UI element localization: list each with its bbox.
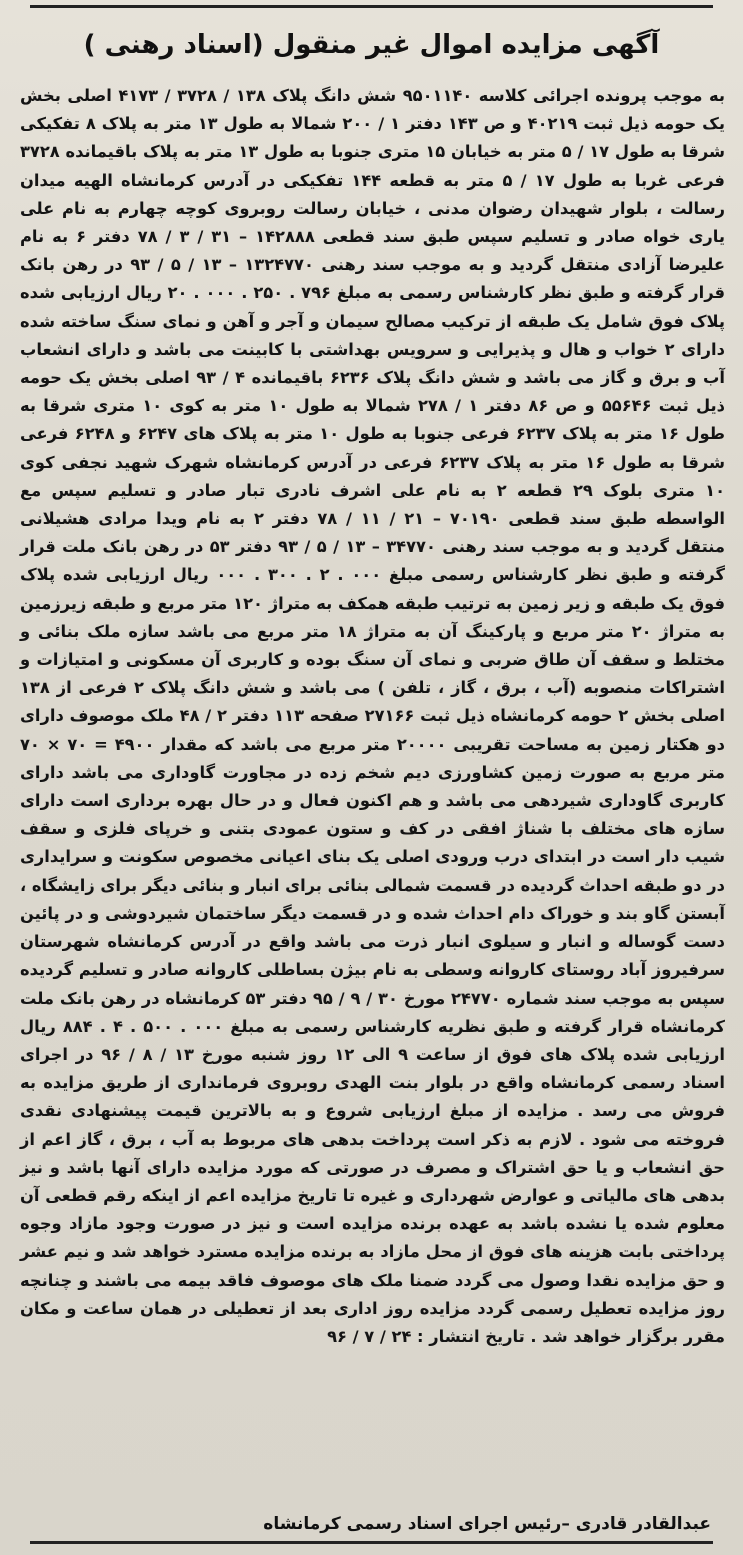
notice-body: به موجب پرونده اجرائی کلاسه ۹۵۰۱۱۴۰ شش دانگ پلاک ۱۳۸ / ۳۷۲۸ / ۴۱۷۳ اصلی بخش یک حومه ذیل ثبت ۴۰۲۱۹ و ص ۱۴۳ دفتر ۱ / ۲۰۰ شمالا به طول ۱۳ متر به پلاک ۸ تفکیکی شرقا به طول ۱۷ / ۵ متر به خیابان ۱۵ متری جنوبا به طول ۱۳ متر به پلاک باقیمانده ۳۷۲۸ فرعی غربا به طول ۱۷ / ۵ متر به قطعه ۱۴۴ تفکیکی در آدرس کرمانشاه الهیه میدان رسالت ، بلوار شهیدان رضوان مدنی ، خیابان رسالت روبروی کوچه چهارم به نام علی یاری خواه صادر و تسلیم سپس طبق سند قطعی ۱۴۲۸۸۸ – ۳۱ / ۳ / ۷۸ دفتر ۶ به نام علیرضا آزادی منتقل گردید و به موجب سند رهنی ۱۳۲۴۷۷۰ – ۱۳ / ۵ / ۹۳ در رهن بانک قرار گرفته و طبق نظر کارشناس رسمی به مبلغ ۷۹۶ . ۲۵۰ . ۰۰۰ . ۲۰ ریال ارزیابی شده پلاک فوق شامل یک طبقه از ترکیب مصالح سیمان و آجر و آهن و نمای سنگ ساخته شده دارای ۲ خواب و هال و پذیرایی و سرویس بهداشتی با کابینت می باشد و دارای انشعاب آب و برق و گاز می باشد و شش دانگ پلاک ۶۲۳۶ باقیمانده ۴ / ۹۳ اصلی بخش یک حومه ذیل ثبت ۵۵۶۴۶ و ص ۸۶ دفتر ۱ / ۲۷۸ شمالا به طول ۱۰ متر به کوی ۱۰ متری شرقا به طول ۱۶ متر به پلاک ۶۲۳۷ فرعی جنوبا به طول ۱۰ متر به پلاک های ۶۲۴۷ و ۶۲۴۸ فرعی شرقا به طول ۱۶ متر به پلاک ۶۲۳۷ فرعی در آدرس کرمانشاه شهرک شهید نجفی کوی ۱۰ متری بلوک ۲۹ قطعه ۲ به نام علی اشرف نادری تبار صادر و تسلیم سپس مع الواسطه طبق سند قطعی ۷۰۱۹۰ – ۲۱ / ۱۱ / ۷۸ دفتر ۲ به نام ویدا مرادی هشیلانی منتقل گردید و به موجب سند رهنی ۳۴۷۷۰ – ۱۳ / ۵ / ۹۳ دفتر ۵۳ در رهن بانک ملت قرار گرفته و طبق نظر کارشناس رسمی مبلغ ۰۰۰ . ۲ . ۳۰۰ . ۰۰۰ ریال ارزیابی شده پلاک فوق یک طبقه و زیر زمین به ترتیب طبقه همکف به متراژ ۱۲۰ متر مربع و طبقه زیرزمین به متراژ ۲۰ متر مربع و پارکینگ آن به متراژ ۱۸ متر مربع می باشد سازه ملک بنائی و مختلط و سقف آن طاق ضربی و نمای آن سنگ بوده و کاربری آن مسکونی و امتیازات و اشتراکات منصوبه (آب ، برق ، گاز ، تلفن ) می باشد و شش دانگ پلاک ۲ فرعی از ۱۳۸ اصلی بخش ۲ حومه کرمانشاه ذیل ثبت ۲۷۱۶۶ صفحه ۱۱۳ دفتر ۲ / ۴۸ ملک موصوف دارای دو هکتار زمین به مساحت تقریبی ۲۰۰۰۰ متر مربع می باشد که مقدار ۴۹۰۰ = ۷۰ × ۷۰ متر مربع به صورت زمین کشاورزی دیم شخم زده در مجاورت گاوداری می باشد دارای کاربری گاوداری شیردهی می باشد و هم اکنون فعال و در حال بهره برداری است دارای سازه های مختلف با شناژ افقی در کف و ستون عمودی بتنی و خرپای فلزی و سقف شیب دار است در ابتدای درب ورودی اصلی یک بنای اعیانی مخصوص سکونت و سرایداری در دو طبقه احداث گردیده در قسمت شمالی بنائی برای انبار و بنائی دیگر برای زایشگاه ، آبستن گاو بند و خوراک دام احداث شده و در قسمت دیگر ساختمان شیردوشی و در پائین دست گوساله و انبار و سیلوی انبار ذرت می باشد واقع در آدرس کرمانشاه شهرستان سرفیروز آباد روستای کاروانه وسطی به نام بیژن بساطلی کاروانه صادر و تسلیم گردیده سپس به موجب سند شماره ۲۴۷۷۰ مورخ ۳۰ / ۹ / ۹۵ دفتر ۵۳ کرمانشاه در رهن بانک ملت کرمانشاه قرار گرفته و طبق نظریه کارشناس رسمی به مبلغ ۰۰۰ . ۵۰۰ . ۴ . ۸۸۴ ریال ارزیابی شده پلاک های فوق از ساعت ۹ الی ۱۲ روز شنبه مورخ ۱۳ / ۸ / ۹۶ در اجرای اسناد رسمی کرمانشاه واقع در بلوار بنت الهدی روبروی فرمانداری از طریق مزایده به فروش می رسد . مزایده از مبلغ ارزیابی شروع و به بالاترین قیمت پیشنهادی نقدی فروخته می شود . لازم به ذکر است پرداخت بدهی های مربوط به آب ، برق ، گاز اعم از حق انشعاب و یا حق اشتراک و مصرف در صورتی که مورد مزایده دارای آنها باشد و نیز بدهی های مالیاتی و عوارض شهرداری و غیره تا تاریخ مزایده اعم از اینکه رقم قطعی آن معلوم شده یا نشده باشد به عهده برنده مزایده است و نیز در صورت وجود مازاد وجوه پرداختی بابت هزینه های فوق از محل مازاد به برنده مزایده مسترد خواهد شد و نیم عشر و حق مزایده نقدا وصول می گردد ضمنا ملک های موصوف فاقد بیمه می باشند و چنانچه روز مزایده تعطیل رسمی گردد مزایده روز اداری بعد از تعطیلی در همان ساعت و مکان مقرر برگزار خواهد شد . تاریخ انتشار : ۲۴ / ۷ / ۹۶ [20,86,726,1346]
notice-signature: عبدالقادر قادری –رئیس اجرای اسناد رسمی کرمانشاه [263,1514,711,1534]
notice-title: آگهی مزایده اموال غیر منقول (اسناد رهنی ) [83,30,660,60]
top-border-rule [30,5,713,8]
bottom-border-rule [30,1541,713,1544]
